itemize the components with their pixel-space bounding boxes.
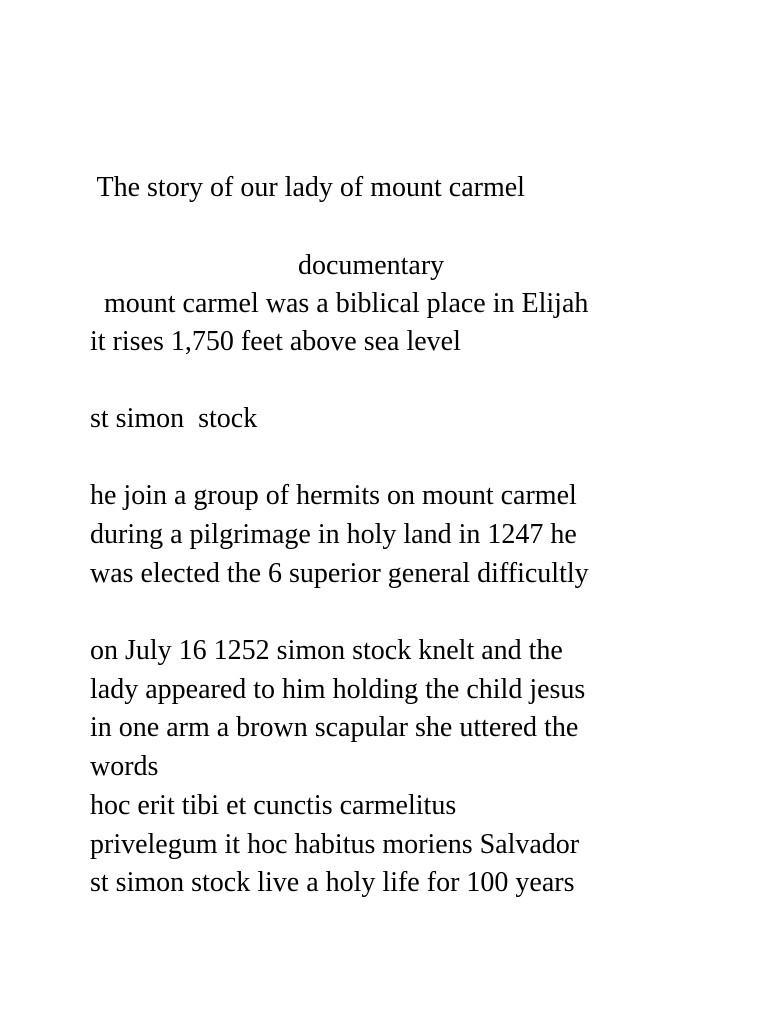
document-title: The story of our lady of mount carmel (90, 172, 525, 203)
text-line: lady appeared to him holding the child jesus (90, 674, 586, 705)
section-heading: st simon stock (90, 403, 258, 434)
text-line: during a pilgrimage in holy land in 1247 he (90, 519, 577, 550)
text-line: in one arm a brown scapular she uttered the (90, 712, 579, 743)
text-line: mount carmel was a biblical place in Elijah (90, 288, 589, 319)
text-line: st simon stock live a holy life for 100 years (90, 867, 575, 898)
document-subtitle: documentary (298, 250, 445, 281)
text-line: was elected the 6 superior general difficultly (90, 558, 589, 589)
text-line: he join a group of hermits on mount carmel (90, 480, 577, 511)
text-line: it rises 1,750 feet above sea level (90, 326, 461, 357)
text-line: on July 16 1252 simon stock knelt and the (90, 635, 563, 666)
text-line: hoc erit tibi et cunctis carmelitus (90, 790, 457, 821)
text-line: words (90, 751, 159, 782)
text-line: privelegum it hoc habitus moriens Salvador (90, 829, 580, 860)
